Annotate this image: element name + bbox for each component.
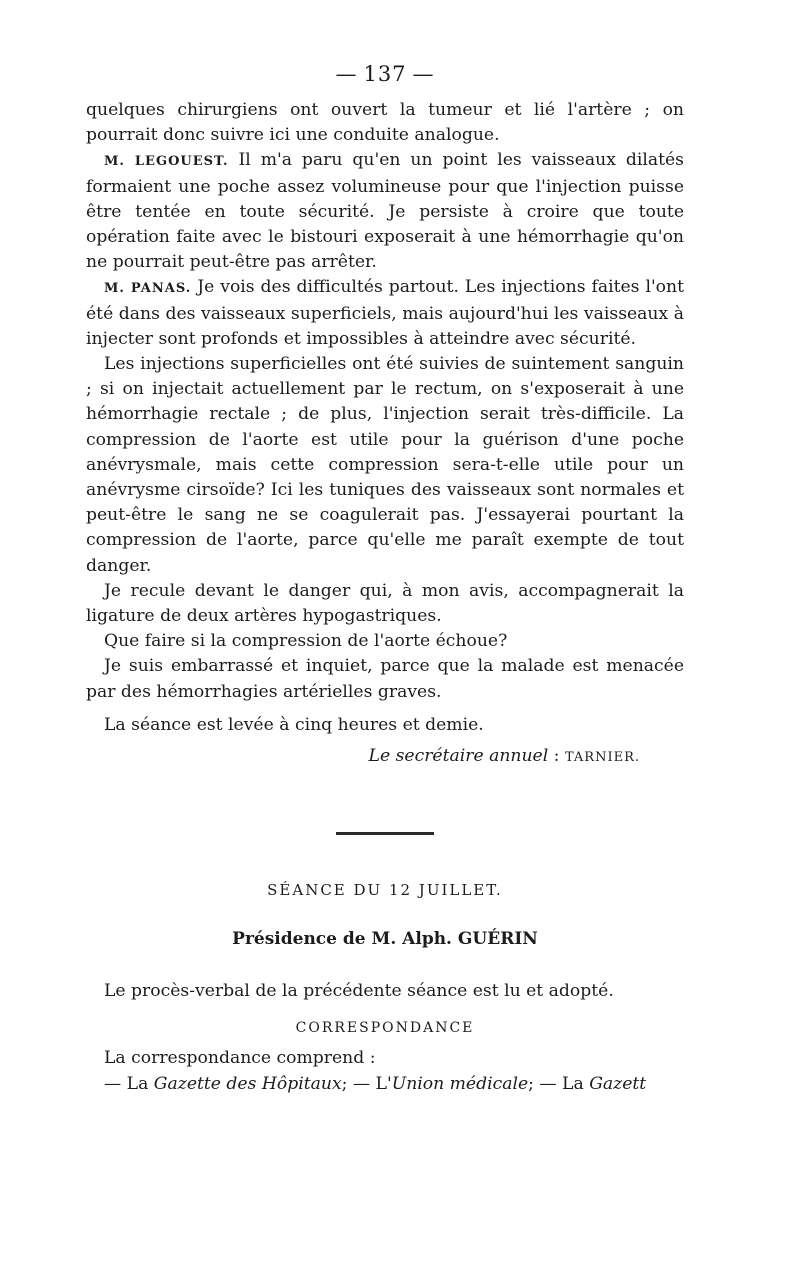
journal-gazette-truncated: Gazett — [589, 1073, 647, 1094]
correspondance-intro: La correspondance comprend : — [104, 1048, 376, 1069]
proces-verbal: Le procès-verbal de la précédente séance est lu et adopté. — [104, 981, 614, 1002]
paragraph-injections: Les injections superficielles ont été suivies de suintement sanguin ; si on injectait actuellement par le rectum, on s'exposerait à une hémorrhagie rectale ; de plus, l'injection serait très-difficile. La compression de l'aorte est utile pour la guérison d'une poche anévrysmale, mais cette compression sera-t-elle utile pour un anévrysme cirsoïde? Ici les tuniques des vaisseaux sont normales et peut-être le sang ne se coagulerait pas. J'essayerai pourtant la compression de l'aorte, parce qu'elle me paraît exempte de tout danger. — [86, 354, 684, 576]
document-page — [86, 62, 684, 1097]
paragraph-ligature: Je recule devant le danger qui, à mon avis, accompagnerait la ligature de deux artères hypogastriques. — [86, 580, 684, 627]
correspondance-list — [86, 1072, 684, 1097]
paragraph-embarrasse: Je suis embarrassé et inquiet, parce que la malade est menacée par des hémorrhagies artérielles graves. — [86, 656, 684, 702]
journal-gazette-hopitaux: Gazette des Hôpitaux — [153, 1073, 342, 1094]
speaker-legouest: M. LEGOUEST. — [104, 154, 229, 170]
correspondance-heading: CORRESPONDANCE — [295, 1020, 475, 1037]
presidence-heading: Présidence de M. Alph. GUÉRIN — [232, 929, 538, 950]
page-number-value: 137 — [363, 62, 407, 86]
list-dash: ; — L' — [341, 1073, 392, 1094]
list-dash: — La — [104, 1073, 154, 1094]
signature-separator: : — [548, 746, 565, 767]
signature — [86, 744, 684, 770]
page-number: — 137 — — [335, 62, 435, 86]
paragraph-legouest — [86, 148, 684, 275]
signature-name: TARNIER. — [564, 750, 640, 766]
list-dash: ; — La — [528, 1073, 590, 1094]
signature-title: Le secrétaire annuel — [368, 746, 549, 767]
paragraph-continuation: quelques chirurgiens ont ouvert la tumeur et lié l'artère ; on pourrait donc suivre ici une conduite analogue. — [86, 100, 684, 146]
journal-union-medicale: Union médicale — [391, 1073, 529, 1094]
paragraph-legouest-text: Il m'a paru qu'en un point les vaisseaux dilatés formaient une poche assez volumineuse pour que l'injection puisse être tentée en toute sécurité. Je persiste à croire que toute opération faite avec le bistouri exposerait à une hémorrhagie qu'on ne pourrait peut-être pas arrêter. — [86, 150, 684, 273]
paragraph-question: Que faire si la compression de l'aorte échoue? — [104, 631, 508, 652]
paragraph-panas — [86, 275, 684, 352]
closing-line: La séance est levée à cinq heures et demie. — [104, 714, 484, 735]
section-divider — [336, 832, 434, 835]
session-heading: SÉANCE DU 12 JUILLET. — [267, 881, 503, 900]
speaker-panas: M. PANAS. — [104, 281, 192, 297]
paragraph-panas-text: Je vois des difficultés partout. Les injections faites l'ont été dans des vaisseaux superficiels, mais aujourd'hui les vaisseaux à injecter sont profonds et impossibles à atteindre avec sécurité. — [86, 277, 684, 349]
